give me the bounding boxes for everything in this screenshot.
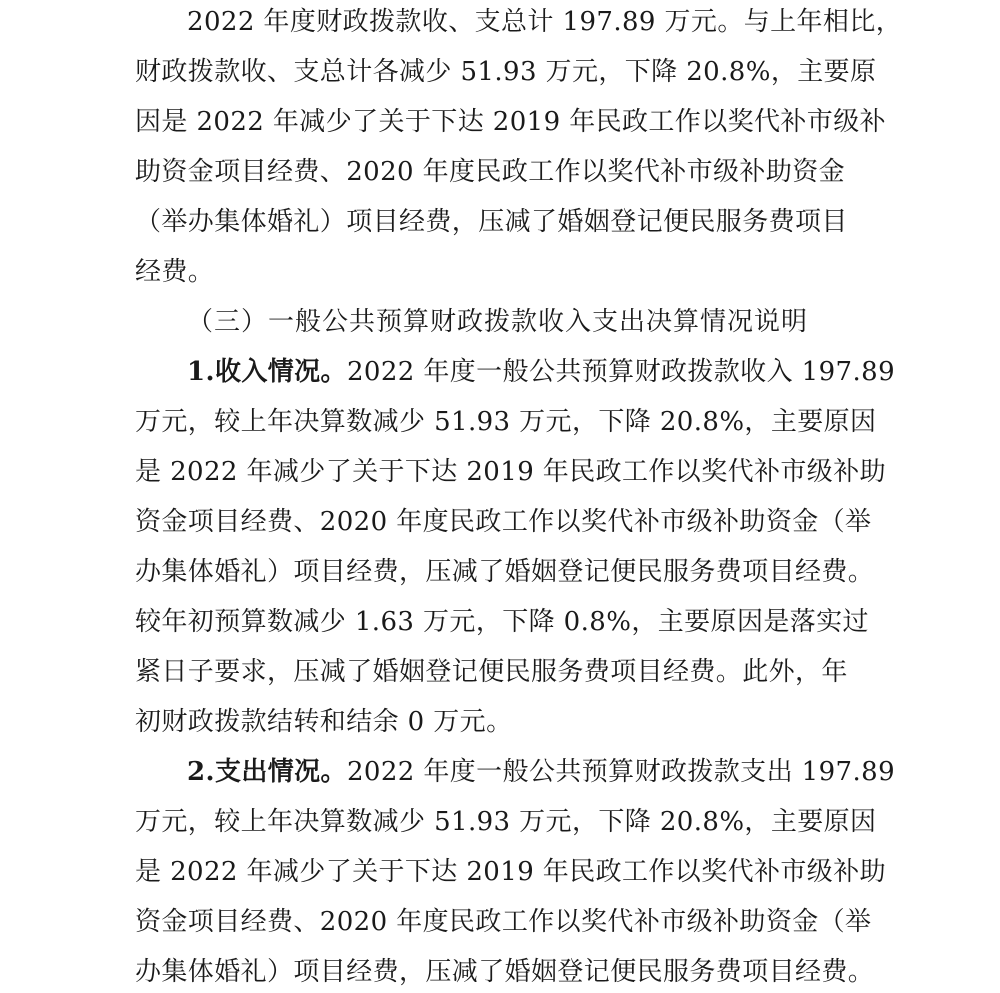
- paragraph-line: 万元，较上年决算数减少 51.93 万元，下降 20.8%，主要原因: [135, 407, 877, 437]
- paragraph-line: 较年初预算数减少 1.63 万元，下降 0.8%，主要原因是落实过: [135, 607, 869, 637]
- paragraph-line: 因是 2022 年减少了关于下达 2019 年民政工作以奖代补市级补: [135, 107, 886, 137]
- paragraph-line: 是 2022 年减少了关于下达 2019 年民政工作以奖代补市级补助: [135, 457, 886, 487]
- expense-first-line-text: 2022 年度一般公共预算财政拨款支出 197.89: [346, 757, 896, 787]
- income-first-line-text: 2022 年度一般公共预算财政拨款收入 197.89: [346, 357, 896, 387]
- paragraph-line: 助资金项目经费、2020 年度民政工作以奖代补市级补助资金: [135, 157, 846, 187]
- paragraph-line: 办集体婚礼）项目经费，压减了婚姻登记便民服务费项目经费。: [135, 957, 875, 987]
- section-heading: （三）一般公共预算财政拨款收入支出决算情况说明: [187, 307, 809, 337]
- expense-first-line: [187, 752, 987, 792]
- paragraph-line: 办集体婚礼）项目经费，压减了婚姻登记便民服务费项目经费。: [135, 557, 875, 587]
- paragraph-line: 初财政拨款结转和结余 0 万元。: [135, 707, 513, 737]
- paragraph-line: 资金项目经费、2020 年度民政工作以奖代补市级补助资金（举: [135, 507, 872, 537]
- paragraph-line: 万元，较上年决算数减少 51.93 万元，下降 20.8%，主要原因: [135, 807, 877, 837]
- paragraph-line: 2022 年度财政拨款收、支总计 197.89 万元。与上年相比，: [187, 7, 903, 37]
- income-label: 1.收入情况。: [187, 357, 347, 387]
- paragraph-line: 紧日子要求，压减了婚姻登记便民服务费项目经费。此外，年: [135, 657, 848, 687]
- paragraph-line: 是 2022 年减少了关于下达 2019 年民政工作以奖代补市级补助: [135, 857, 886, 887]
- paragraph-line: 财政拨款收、支总计各减少 51.93 万元，下降 20.8%，主要原: [135, 57, 877, 87]
- paragraph-line: （举办集体婚礼）项目经费，压减了婚姻登记便民服务费项目: [135, 207, 848, 237]
- expense-label: 2.支出情况。: [187, 757, 347, 787]
- income-first-line: [187, 352, 987, 392]
- paragraph-line: 资金项目经费、2020 年度民政工作以奖代补市级补助资金（举: [135, 907, 872, 937]
- paragraph-line: 经费。: [135, 257, 215, 287]
